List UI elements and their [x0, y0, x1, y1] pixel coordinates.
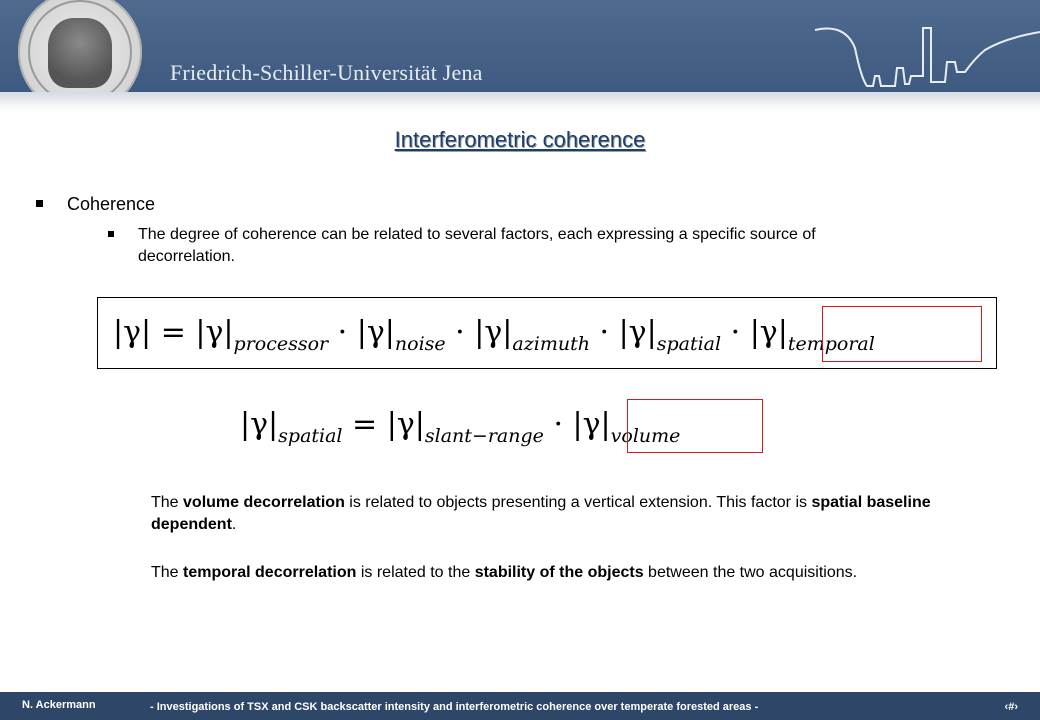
para-text: is related to objects presenting a vertical extension. This factor is — [344, 494, 812, 511]
header-gradient-band — [0, 92, 1040, 114]
para-text: . — [231, 516, 237, 533]
bullet-text: Coherence — [67, 194, 156, 214]
volume-highlight-box — [627, 399, 763, 453]
formula-dot: · — [328, 315, 357, 350]
square-bullet-icon — [36, 200, 43, 207]
formula-subscript: noise — [394, 333, 446, 355]
formula-equals: = — [342, 407, 387, 442]
seal-portrait — [48, 18, 112, 88]
skyline-graphic — [805, 18, 1040, 92]
formula-gamma: |γ| — [113, 315, 152, 350]
footer-page-number: ‹#› — [1004, 701, 1018, 713]
para-bold: spatial baseline dependent — [151, 494, 931, 533]
volume-decorrelation-paragraph — [151, 492, 931, 536]
footer-author: N. Ackermann — [22, 699, 96, 711]
bullet-degree-of-coherence — [108, 224, 908, 268]
para-bold: volume decorrelation — [183, 494, 345, 511]
para-text: between the two acquisitions. — [643, 564, 858, 581]
formula-term: |γ| — [474, 315, 513, 350]
formula-dot: · — [543, 407, 573, 442]
formula-subscript: volume — [610, 425, 681, 447]
para-text: The — [151, 494, 184, 511]
coherence-product-formula — [113, 315, 875, 355]
bullet-text: The degree of coherence can be related to several factors, each expressing a specific source of decorrelation. — [138, 226, 816, 265]
formula-term: |γ| — [356, 315, 395, 350]
formula-dot: · — [445, 315, 475, 350]
temporal-highlight-box — [822, 306, 982, 362]
formula-term: |γ| — [572, 407, 611, 442]
para-text: is related to the — [356, 564, 475, 581]
formula-subscript: spatial — [656, 333, 722, 355]
formula-term: |γ| — [618, 315, 657, 350]
formula-dot: · — [721, 315, 750, 350]
formula-equals: = — [151, 315, 196, 350]
formula-term: |γ| — [386, 407, 425, 442]
formula-subscript: temporal — [787, 333, 875, 355]
formula-term: |γ| — [749, 315, 788, 350]
para-text: The — [151, 564, 184, 581]
formula-dot: · — [589, 315, 619, 350]
spatial-coherence-formula — [240, 407, 680, 447]
formula-term: |γ| — [195, 315, 234, 350]
formula-subscript: slant−range — [424, 425, 544, 447]
footer-bar — [0, 692, 1040, 720]
para-bold: temporal decorrelation — [183, 564, 357, 581]
formula-subscript: spatial — [278, 425, 343, 447]
slide-title: Interferometric coherence — [394, 127, 646, 152]
university-name: Friedrich-Schiller-Universität Jena — [170, 60, 483, 85]
footer-presentation-title: - Investigations of TSX and CSK backscatter intensity and interferometric coherence over temperate forested areas - — [150, 701, 759, 713]
formula-subscript: processor — [233, 333, 329, 355]
university-seal-logo — [18, 0, 142, 92]
square-bullet-icon — [108, 231, 114, 237]
formula-term: |γ| — [240, 407, 279, 442]
formula-subscript: azimuth — [512, 333, 590, 355]
para-bold: stability of the objects — [474, 564, 644, 581]
temporal-decorrelation-paragraph — [151, 562, 931, 584]
header-banner — [0, 0, 1040, 92]
